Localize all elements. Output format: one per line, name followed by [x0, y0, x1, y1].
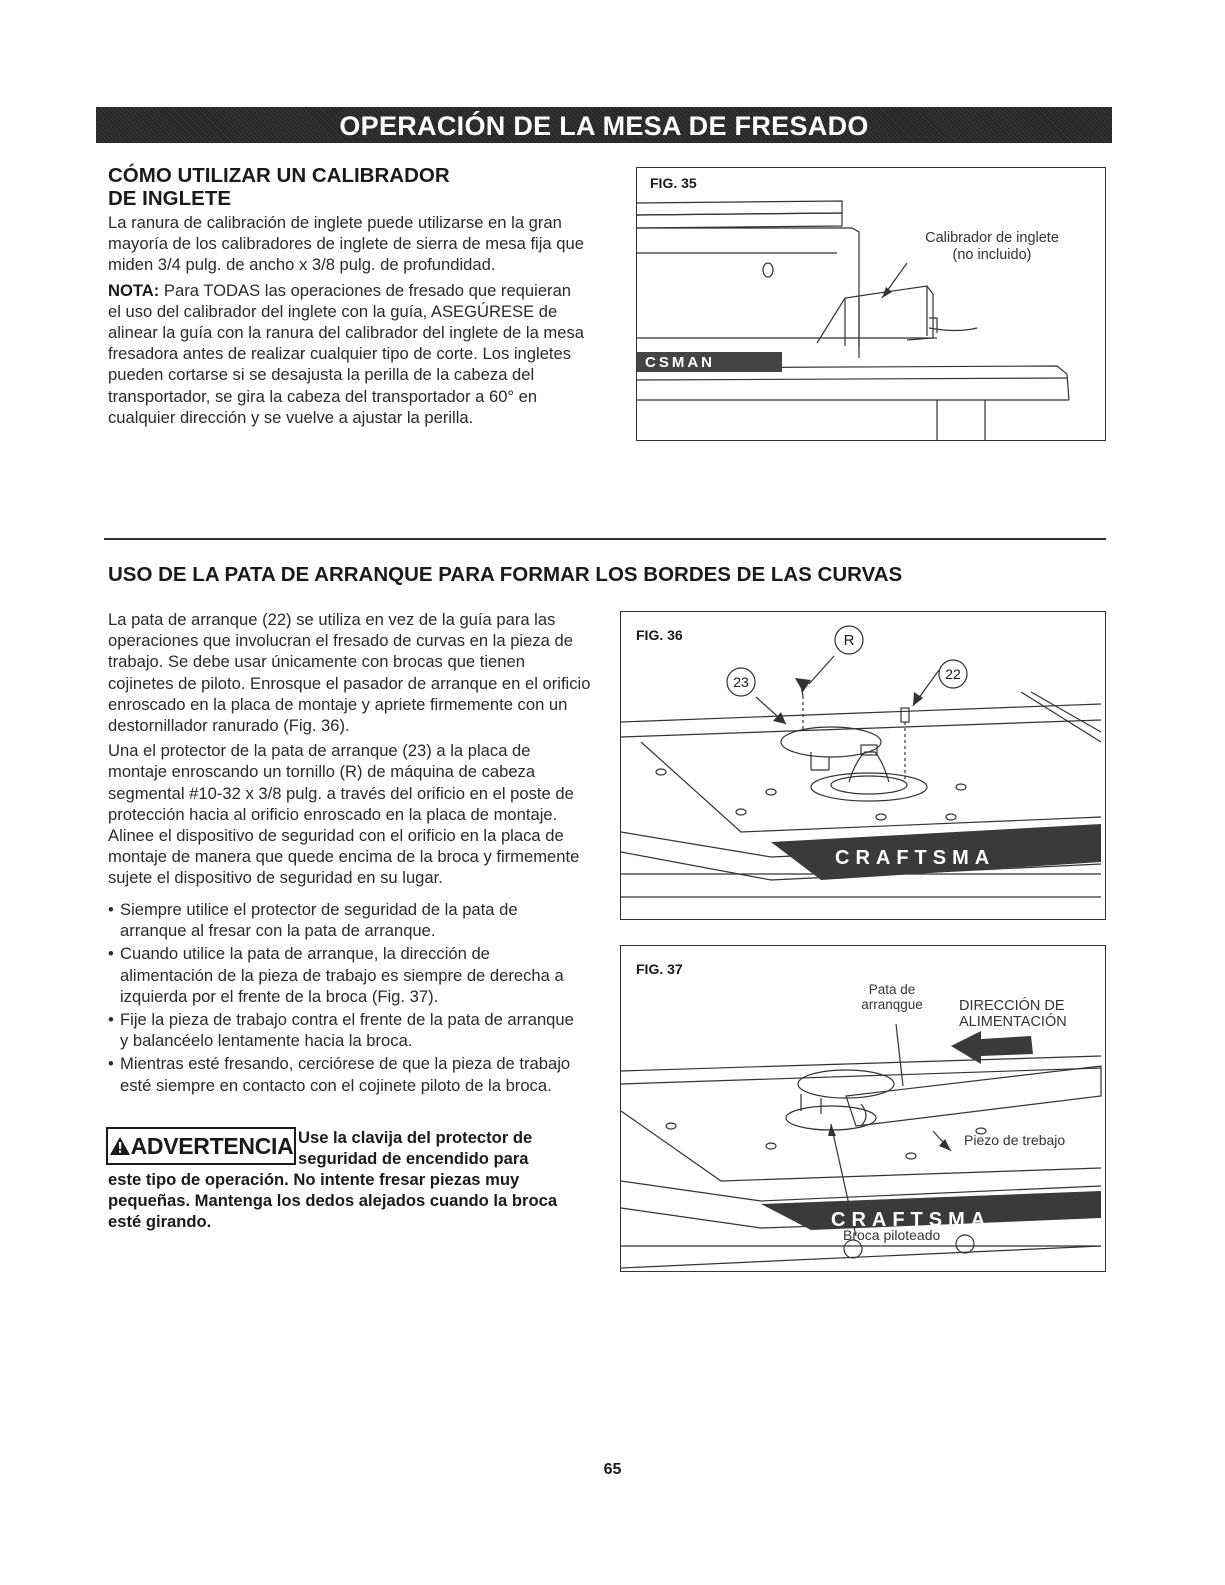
- figure-37-label: FIG. 37: [636, 961, 683, 977]
- figure-35-illustration: [637, 168, 1105, 440]
- figure-37-brand-mark: CRAFTSMA: [831, 1209, 992, 1231]
- warning-line1: Use la clavija del protector de: [298, 1128, 533, 1147]
- starter-pin-para1: La pata de arranque (22) se utiliza en vez de la guía para las operaciones que involucran el fresado de curvas en la pieza de trabajo. Se debe usar únicamente con brocas que tienen cojinetes de piloto. Enrosque el pasador de arranque en el orificio enroscado en la placa de montaje y apriete firmemente con un destornillador ranurado (Fig. 36).: [108, 610, 591, 736]
- bullet-text: Fije la pieza de trabajo contra el frente de la pata de arranque y balancéelo lentamente hacia la broca.: [120, 1010, 574, 1051]
- page-number: 65: [603, 1461, 622, 1478]
- safety-bullet-list: [108, 899, 578, 1098]
- callout-r: R: [843, 632, 855, 649]
- figure-35-label: FIG. 35: [650, 175, 697, 191]
- list-item: [108, 1009, 578, 1051]
- bullet-dot: •: [108, 944, 114, 964]
- warning-badge-label: ADVERTENCIA: [130, 1133, 294, 1159]
- figure-36-brand-mark: CRAFTSMA: [835, 847, 996, 869]
- feed-direction-callout-line2: ALIMENTACIÓN: [959, 1014, 1067, 1030]
- bullet-dot: •: [108, 1010, 114, 1030]
- starter-pin-callout-line2: arranqgue: [861, 997, 923, 1012]
- warning-rest: este tipo de operación. No intente fresar piezas muy pequeñas. Mantenga los dedos alejados cuando la broca esté girando.: [108, 1170, 558, 1231]
- list-item: [108, 1053, 578, 1095]
- warning-badge: [106, 1127, 296, 1165]
- bullet-text: Siempre utilice el protector de seguridad de la pata de arranque al fresar con la pata de arranque.: [120, 900, 518, 941]
- warning-triangle-icon: [109, 1136, 131, 1156]
- figure-36-label: FIG. 36: [636, 627, 683, 643]
- feed-direction-callout: [959, 998, 1067, 1030]
- list-item: [108, 943, 578, 1007]
- warning-line2: seguridad de encendido para: [298, 1149, 529, 1168]
- starter-pin-para2: Una el protector de la pata de arranque (23) a la placa de montaje enroscando un tornillo (R) de máquina de cabeza segmental #10-32 x 3/8 pulg. a través del orificio en el poste de protección hacia al orificio enroscado en la placa de montaje. Alinee el dispositivo de seguridad con el orificio en la placa de montaje de manera que quede encima de la broca y firmemente sujete el dispositivo de seguridad en su lugar.: [108, 741, 580, 888]
- note-label: NOTA:: [108, 280, 160, 300]
- feed-direction-callout-line1: DIRECCIÓN DE: [959, 998, 1065, 1014]
- miter-gauge-callout: [887, 230, 1097, 264]
- figure-35: [636, 167, 1106, 441]
- workpiece-callout: Piezo de trebajo: [964, 1132, 1066, 1148]
- miter-gauge-heading: [108, 164, 450, 210]
- figure-37: [620, 945, 1106, 1272]
- bullet-text: Mientras esté fresando, cerciórese de que la pieza de trabajo esté siempre en contacto con el cojinete piloto de la broca.: [120, 1054, 571, 1095]
- section-divider: [104, 538, 1106, 540]
- bullet-text: Cuando utilice la pata de arranque, la dirección de alimentación de la pieza de trabajo es siempre de derecha a izquierda por el frente de la broca (Fig. 37).: [120, 944, 564, 1006]
- bullet-dot: •: [108, 900, 114, 919]
- figure-35-brand-mark: CSMAN: [645, 354, 715, 371]
- figure-36-illustration: [621, 612, 1105, 919]
- section-banner: OPERACIÓN DE LA MESA DE FRESADO: [96, 107, 1112, 143]
- pilot-bit-callout: Broca piloteado: [843, 1227, 941, 1243]
- callout-22: 22: [945, 666, 961, 682]
- note-text: Para TODAS las operaciones de fresado que requieran el uso del calibrador del inglete con la guía, ASEGÚRESE de alinear la guía con la ranura del calibrador del inglete de la mesa fresadora antes de realizar cualquier tipo de corte. Los ingletes pueden cortarse si se desajusta la perilla de la cabeza del transportador, se gira la cabeza del transportador a 60° en cualquier dirección y se vuelve a ajustar la perilla.: [108, 280, 584, 427]
- miter-gauge-heading-line2: DE INGLETE: [108, 187, 232, 210]
- starter-pin-callout: [856, 982, 928, 1012]
- starter-pin-body: [108, 609, 594, 889]
- miter-gauge-callout-line2: (no incluido): [952, 247, 1032, 263]
- starter-pin-callout-line1: Pata de: [868, 982, 916, 997]
- miter-gauge-body: [108, 212, 588, 428]
- warning-lead: [298, 1127, 598, 1169]
- miter-gauge-heading-line1: CÓMO UTILIZAR UN CALIBRADOR: [108, 164, 450, 187]
- miter-gauge-intro: La ranura de calibración de inglete puede utilizarse en la gran mayoría de los calibradores de inglete de sierra de mesa fija que miden 3/4 pulg. de ancho x 3/8 pulg. de profundidad.: [108, 213, 584, 275]
- bullet-dot: •: [108, 1054, 114, 1074]
- starter-pin-heading: USO DE LA PATA DE ARRANQUE PARA FORMAR LOS BORDES DE LAS CURVAS: [108, 563, 903, 586]
- list-item: [108, 899, 578, 941]
- callout-23: 23: [733, 674, 749, 690]
- miter-gauge-callout-line1: Calibrador de inglete: [925, 230, 1059, 246]
- miter-gauge-note: [108, 280, 588, 428]
- figure-36: [620, 611, 1106, 920]
